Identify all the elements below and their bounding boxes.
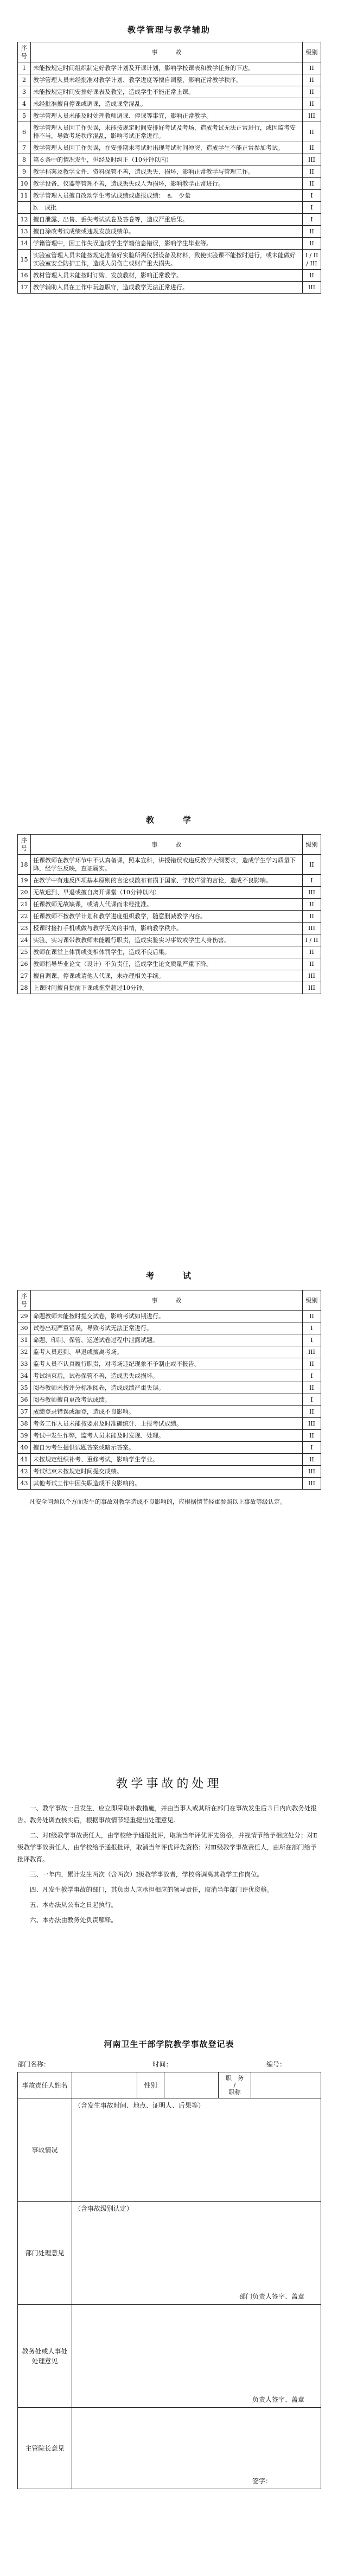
row-incident: 擅自泄露、出售、丢失考试试卷及答卷等，造成严重后果。	[31, 214, 303, 226]
row-level: II	[303, 62, 321, 74]
table-row	[18, 1406, 321, 1418]
leader-opinion-label: 主管院长意见	[18, 2408, 72, 2489]
row-incident: 阅卷教师擅自更改考试成绩。	[31, 1394, 303, 1406]
row-level: II	[303, 270, 321, 282]
row-incident: 考务工作人员未能按要求及时准确统计、上报考试成绩。	[31, 1418, 303, 1430]
handling-paragraph: 二、对Ⅰ级教学事故责任人，由学校给予通报批评，取消当年评优评先资格，并视情节给予相应处分；对Ⅱ级教学事故责任人，由学校给予通报批评，取消当年评优评先资格；对Ⅲ级教学事故责任人，由所在部门给予批评教育。	[17, 1831, 317, 1863]
row-level: I / II	[303, 934, 321, 946]
row-level: I	[303, 1322, 321, 1334]
table-row	[18, 1311, 321, 1322]
row-number: 16	[18, 270, 31, 282]
header-incident: 事 故	[31, 42, 303, 62]
row-incident: 学籍管理中，因工作失误造成学生学籍信息错误，影响学生毕业等。	[31, 238, 303, 250]
row-level: II	[303, 1382, 321, 1394]
row-number: 14	[18, 238, 31, 250]
title-label: 职 务 / 职称	[219, 2072, 251, 2098]
section-teaching	[0, 814, 338, 994]
handling-paragraph: 六、本办法由教务处负责解释。	[30, 1916, 117, 1924]
row-level: I	[303, 1442, 321, 1454]
row-number: 34	[18, 1370, 31, 1382]
table-row	[18, 1370, 321, 1382]
section-title: 考 试	[145, 1271, 192, 1281]
row-incident: 任课教师不按教学计划和教学进度组织教学，随意删减教学内容。	[31, 911, 303, 923]
table-row	[18, 86, 321, 98]
row-number: 27	[18, 970, 31, 982]
row-number: 10	[18, 178, 31, 190]
description-field[interactable]	[72, 2098, 321, 2202]
table-row	[18, 911, 321, 923]
row-number: 17	[18, 282, 31, 294]
time-label: 时间：	[152, 2060, 173, 2068]
number-label: 编号：	[266, 2060, 286, 2068]
row-level: I	[303, 190, 321, 202]
table-row	[18, 142, 321, 154]
table-row	[18, 1430, 321, 1442]
row-level: I	[303, 1394, 321, 1406]
handling-title: 教学事故的处理	[116, 1777, 222, 1791]
section-title: 教学管理与教学辅助	[127, 25, 211, 35]
header-level: 级别	[303, 835, 321, 855]
row-level: II	[303, 122, 321, 142]
dept-opinion-label: 部门处理意见	[18, 2202, 72, 2305]
registration-form	[0, 2019, 338, 2489]
row-level: II	[303, 238, 321, 250]
row-number: 12	[18, 214, 31, 226]
row-level: I	[303, 214, 321, 226]
row-number: 39	[18, 1430, 31, 1442]
table-row	[18, 946, 321, 958]
table-row	[18, 62, 321, 74]
row-level: II	[303, 946, 321, 958]
row-level: II	[303, 1430, 321, 1442]
row-number: 41	[18, 1454, 31, 1466]
row-incident: 未能按规定时间安排好课表及教室，造成学生不能正常上课。	[31, 86, 303, 98]
row-level: III	[303, 887, 321, 899]
row-incident: 擅自为考生提供试题答案或暗示答案。	[31, 1442, 303, 1454]
title-field[interactable]	[251, 2072, 321, 2098]
table-row	[18, 98, 321, 110]
row-incident: 其他考试工作中因失职造成不良影响的。	[31, 1478, 303, 1490]
row-incident: 成绩登录错误或漏登，造成不良影响。	[31, 1406, 303, 1418]
handling-section	[0, 1758, 338, 1926]
header-no: 序号	[18, 835, 31, 855]
row-number: 11	[18, 190, 31, 202]
row-incident: 教学档案及教学文件、资料保管不善，造成丢失、损坏，影响正常教学与管理工作。	[31, 166, 303, 178]
row-level: II	[303, 86, 321, 98]
table-row	[18, 214, 321, 226]
table-row	[18, 154, 321, 166]
row-level: I	[303, 202, 321, 214]
row-number: 15	[18, 250, 31, 270]
form-table	[17, 2072, 321, 2489]
table-row	[18, 178, 321, 190]
header-no: 序号	[18, 1290, 31, 1311]
row-level: I	[303, 1334, 321, 1346]
row-number: 33	[18, 1358, 31, 1370]
table-row	[18, 887, 321, 899]
row-incident: 上课时间擅自提前下课或拖堂超过10分钟。	[31, 982, 303, 994]
row-incident: 命题教师未能按时提交试卷，影响考试如期进行。	[31, 1311, 303, 1322]
table-row	[18, 190, 321, 202]
row-number: 38	[18, 1418, 31, 1430]
leader-opinion-field[interactable]	[72, 2408, 321, 2489]
table-row	[18, 1346, 321, 1358]
row-incident: 教学设备、仪器等管理不善，造成丢失或人为损坏，影响教学正常进行。	[31, 178, 303, 190]
table-row	[18, 970, 321, 982]
description-hint: （含发生事故时间、地点、证明人、后果等）	[74, 2102, 205, 2109]
row-number: 24	[18, 934, 31, 946]
table-row	[18, 1322, 321, 1334]
table-row	[18, 923, 321, 934]
row-level: II	[303, 178, 321, 190]
row-incident: 考试结束后，试卷保管不善，造成丢失或损坏。	[31, 1370, 303, 1382]
row-number: 20	[18, 887, 31, 899]
row-incident: 未能按规定时间组织制定好教学计划及开课计划，影响学校课表和教学任务的下达。	[31, 62, 303, 74]
row-number: 5	[18, 110, 31, 122]
note-paragraph: 凡安全问题以个方面发生的事故对教学造成不良影响的，应根据情节轻重参照以上事故等级认定。	[29, 1498, 286, 1505]
row-incident: 未经批准擅自停课或调课，造成课堂混乱。	[31, 98, 303, 110]
handling-paragraph: 五、本办法从公布之日起执行。	[30, 1901, 117, 1909]
row-number: 31	[18, 1334, 31, 1346]
row-number: 19	[18, 875, 31, 887]
name-label: 事故责任人姓名	[18, 2072, 72, 2098]
section-teaching-management	[0, 0, 338, 294]
row-level: II	[303, 74, 321, 86]
row-number	[18, 202, 31, 214]
row-incident: 监考人员迟到、早退或擅离考场。	[31, 1346, 303, 1358]
row-incident: 监考人员不认真履行职责，对考场违纪现象不予制止或不报告。	[31, 1358, 303, 1370]
row-incident: 教师在课堂上体罚或变相体罚学生，造成不良后果。	[31, 946, 303, 958]
row-incident: 无故迟到、早退或擅自离开课堂（10分钟以内）	[31, 887, 303, 899]
row-incident: 教学管理人员未能及时处理教师调课、停课等事宜，影响正常教学。	[31, 110, 303, 122]
row-level: II	[303, 226, 321, 238]
handling-paragraph: 一、教学事故一旦发生，应立即采取补救措施，并由当事人或其所在部门在事故发生后３日内向教务处报告。教务处调查核实后，根据事故情节轻重提出处理意见。	[17, 1804, 317, 1824]
table-row	[18, 855, 321, 875]
row-number: 13	[18, 226, 31, 238]
table-row	[18, 226, 321, 238]
row-level: II	[303, 166, 321, 178]
table-row	[18, 875, 321, 887]
row-number: 4	[18, 98, 31, 110]
header-level: 级别	[303, 1290, 321, 1311]
office-signature: 负责人签字、盖章	[252, 2396, 304, 2403]
description-label: 事故情况	[18, 2098, 72, 2202]
dept-signature: 部门负责人签字、盖章	[239, 2293, 304, 2300]
row-number: 9	[18, 166, 31, 178]
row-number: 35	[18, 1382, 31, 1394]
row-number: 1	[18, 62, 31, 74]
table-row	[18, 282, 321, 294]
row-incident: 擅自调课、停课或请他人代课，未办理相关手续。	[31, 970, 303, 982]
row-number: 37	[18, 1406, 31, 1418]
row-level: II	[303, 1311, 321, 1322]
gender-field[interactable]	[164, 2072, 219, 2098]
row-incident: 未按规定组织补考、重修考试，影响学生学业。	[31, 1454, 303, 1466]
table-row	[18, 202, 321, 214]
row-level: II	[303, 911, 321, 923]
row-incident: 授课时接打手机或做与教学无关的事情，影响教学秩序。	[31, 923, 303, 934]
row-level: III	[303, 154, 321, 166]
row-incident: 擅自涂改考试成绩或违规发放成绩单。	[31, 226, 303, 238]
table-row	[18, 899, 321, 911]
row-level: II	[303, 1406, 321, 1418]
row-level: III	[303, 982, 321, 994]
header-incident: 事 故	[31, 835, 303, 855]
row-incident: 教学管理人员未经批准对教学计划、教学进度等擅自调整，影响正常教学秩序。	[31, 74, 303, 86]
table-row	[18, 166, 321, 178]
row-number: 42	[18, 1466, 31, 1478]
form-title: 河南卫生干部学院教学事故登记表	[104, 2039, 234, 2049]
row-number: 21	[18, 899, 31, 911]
gender-label: 性别	[137, 2072, 164, 2098]
row-incident: 命题、印制、保管、运送试卷过程中泄露试题。	[31, 1334, 303, 1346]
row-level: II	[303, 1454, 321, 1466]
row-number: 32	[18, 1346, 31, 1358]
row-level: I / II / III	[303, 250, 321, 270]
row-incident: 考试结束未按规定时间提交成绩。	[31, 1466, 303, 1478]
table-header-row	[18, 835, 321, 855]
row-level: III	[303, 110, 321, 122]
header-level: 级别	[303, 42, 321, 62]
section-title: 教 学	[145, 815, 192, 825]
table-row	[18, 1382, 321, 1394]
row-number: 40	[18, 1442, 31, 1454]
table-row	[18, 934, 321, 946]
table-header-row	[18, 1290, 321, 1311]
table-row	[18, 1358, 321, 1370]
row-incident: 第６条中的情况发生，但经及时纠正（10分钟以内）	[31, 154, 303, 166]
row-incident: 实验、实习课带教教师未能履行职责，造成实验实习事故或学生人身伤害。	[31, 934, 303, 946]
table-row	[18, 74, 321, 86]
table-row	[18, 1394, 321, 1406]
dept-name-label: 部门名称：	[17, 2060, 50, 2068]
office-opinion-label: 教务处或人事处处理意见	[18, 2305, 72, 2408]
row-number: 30	[18, 1322, 31, 1334]
row-level: II	[303, 98, 321, 110]
row-level: II	[303, 142, 321, 154]
row-number: 28	[18, 982, 31, 994]
table-row	[18, 110, 321, 122]
row-level: III	[303, 970, 321, 982]
row-incident: 教学管理人员擅自改动学生考试成绩或虚报成绩： a. 少量	[31, 190, 303, 202]
row-incident: 实验室管理人员未能按规定准备好实验所需仪器设备及材料，致使实验课不能按时进行，或未能做好实验室安全防护工作，造成人员伤亡或财产重大损失。	[31, 250, 303, 270]
row-incident: 教师指导毕业论文（设计）不负责任，造成学生论文质量严重下降。	[31, 958, 303, 970]
row-level: III	[303, 1346, 321, 1358]
table-row	[18, 1478, 321, 1490]
row-number: 2	[18, 74, 31, 86]
row-number: 22	[18, 911, 31, 923]
section-exam	[0, 1270, 338, 1506]
row-incident: 任课教师在教学环节中不认真备课，照本宣科，讲授错误或违反教学大纲要求，造成学生学习质量下降，经学生反映，查证属实。	[31, 855, 303, 875]
row-number: 36	[18, 1394, 31, 1406]
row-level: II	[303, 958, 321, 970]
row-level: III	[303, 1478, 321, 1490]
row-number: 6	[18, 122, 31, 142]
row-number: 29	[18, 1311, 31, 1322]
table-row	[18, 250, 321, 270]
row-incident: 考试中发生作弊，监考人员未能及时发现、处理。	[31, 1430, 303, 1442]
row-number: 43	[18, 1478, 31, 1490]
row-incident: 教材管理人员未能按时订购、发放教材，影响正常教学。	[31, 270, 303, 282]
dept-opinion-hint: （含事故级别认定）	[74, 2205, 133, 2212]
table-row	[18, 1418, 321, 1430]
row-number: 7	[18, 142, 31, 154]
table-row	[18, 982, 321, 994]
row-number: 23	[18, 923, 31, 934]
row-level: II	[303, 1358, 321, 1370]
row-incident: 阅卷教师未按评分标准阅卷，造成成绩严重失误。	[31, 1382, 303, 1394]
table-row	[18, 270, 321, 282]
row-number: 18	[18, 855, 31, 875]
row-incident: 试卷出现严重错误，导致考试无法正常进行。	[31, 1322, 303, 1334]
table-row	[18, 1454, 321, 1466]
table-row	[18, 1442, 321, 1454]
row-number: 3	[18, 86, 31, 98]
row-number: 8	[18, 154, 31, 166]
row-level: III	[303, 282, 321, 294]
row-level: II	[303, 899, 321, 911]
header-incident: 事 故	[31, 1290, 303, 1311]
row-incident: 教学辅助人员在工作中玩忽职守，造成教学无法正常进行。	[31, 282, 303, 294]
table-row	[18, 1334, 321, 1346]
row-level: III	[303, 1466, 321, 1478]
dept-opinion-field[interactable]	[72, 2202, 321, 2305]
table-header-row	[18, 42, 321, 62]
handling-paragraph: 四、凡发生教学事故的部门，其负责人应承担相应的领导责任，取消当年部门评优资格。	[30, 1886, 273, 1893]
row-incident: 教学管理人员因工作失误，未能按规定时间安排好考试及考场，造成考试无法正常进行，或因监考安排不当，导致考场秩序混乱，影响考试正常进行。	[31, 122, 303, 142]
name-field[interactable]	[72, 2072, 137, 2098]
row-incident: 任课教师无故缺课，或请人代课而未经批准。	[31, 899, 303, 911]
table-row	[18, 958, 321, 970]
row-number: 26	[18, 958, 31, 970]
leader-signature: 签字：	[252, 2477, 272, 2485]
incident-table	[17, 834, 321, 994]
incident-table	[17, 1290, 321, 1490]
incident-table	[17, 42, 321, 294]
table-row	[18, 238, 321, 250]
row-level: I	[303, 1370, 321, 1382]
row-level: I	[303, 875, 321, 887]
row-incident: 在教学中有违反四项基本原则的言论或散布有损于国家、学校声誉的言论，造成不良影响。	[31, 875, 303, 887]
table-row	[18, 122, 321, 142]
row-level: III	[303, 923, 321, 934]
header-no: 序号	[18, 42, 31, 62]
office-opinion-field[interactable]	[72, 2305, 321, 2408]
handling-paragraph: 三、一年内，累计发生两次（含两次）Ⅰ级教学事故者，学校将调离其教学工作岗位。	[30, 1871, 264, 1878]
row-incident: b. 成批	[31, 202, 303, 214]
row-incident: 教学管理人员因工作失误，在安排期末考试时出现考试时间冲突，造成学生不能正常参加考试。	[31, 142, 303, 154]
row-level: III	[303, 1418, 321, 1430]
form-meta	[17, 2059, 321, 2069]
row-level: II	[303, 855, 321, 875]
table-row	[18, 1466, 321, 1478]
row-number: 25	[18, 946, 31, 958]
